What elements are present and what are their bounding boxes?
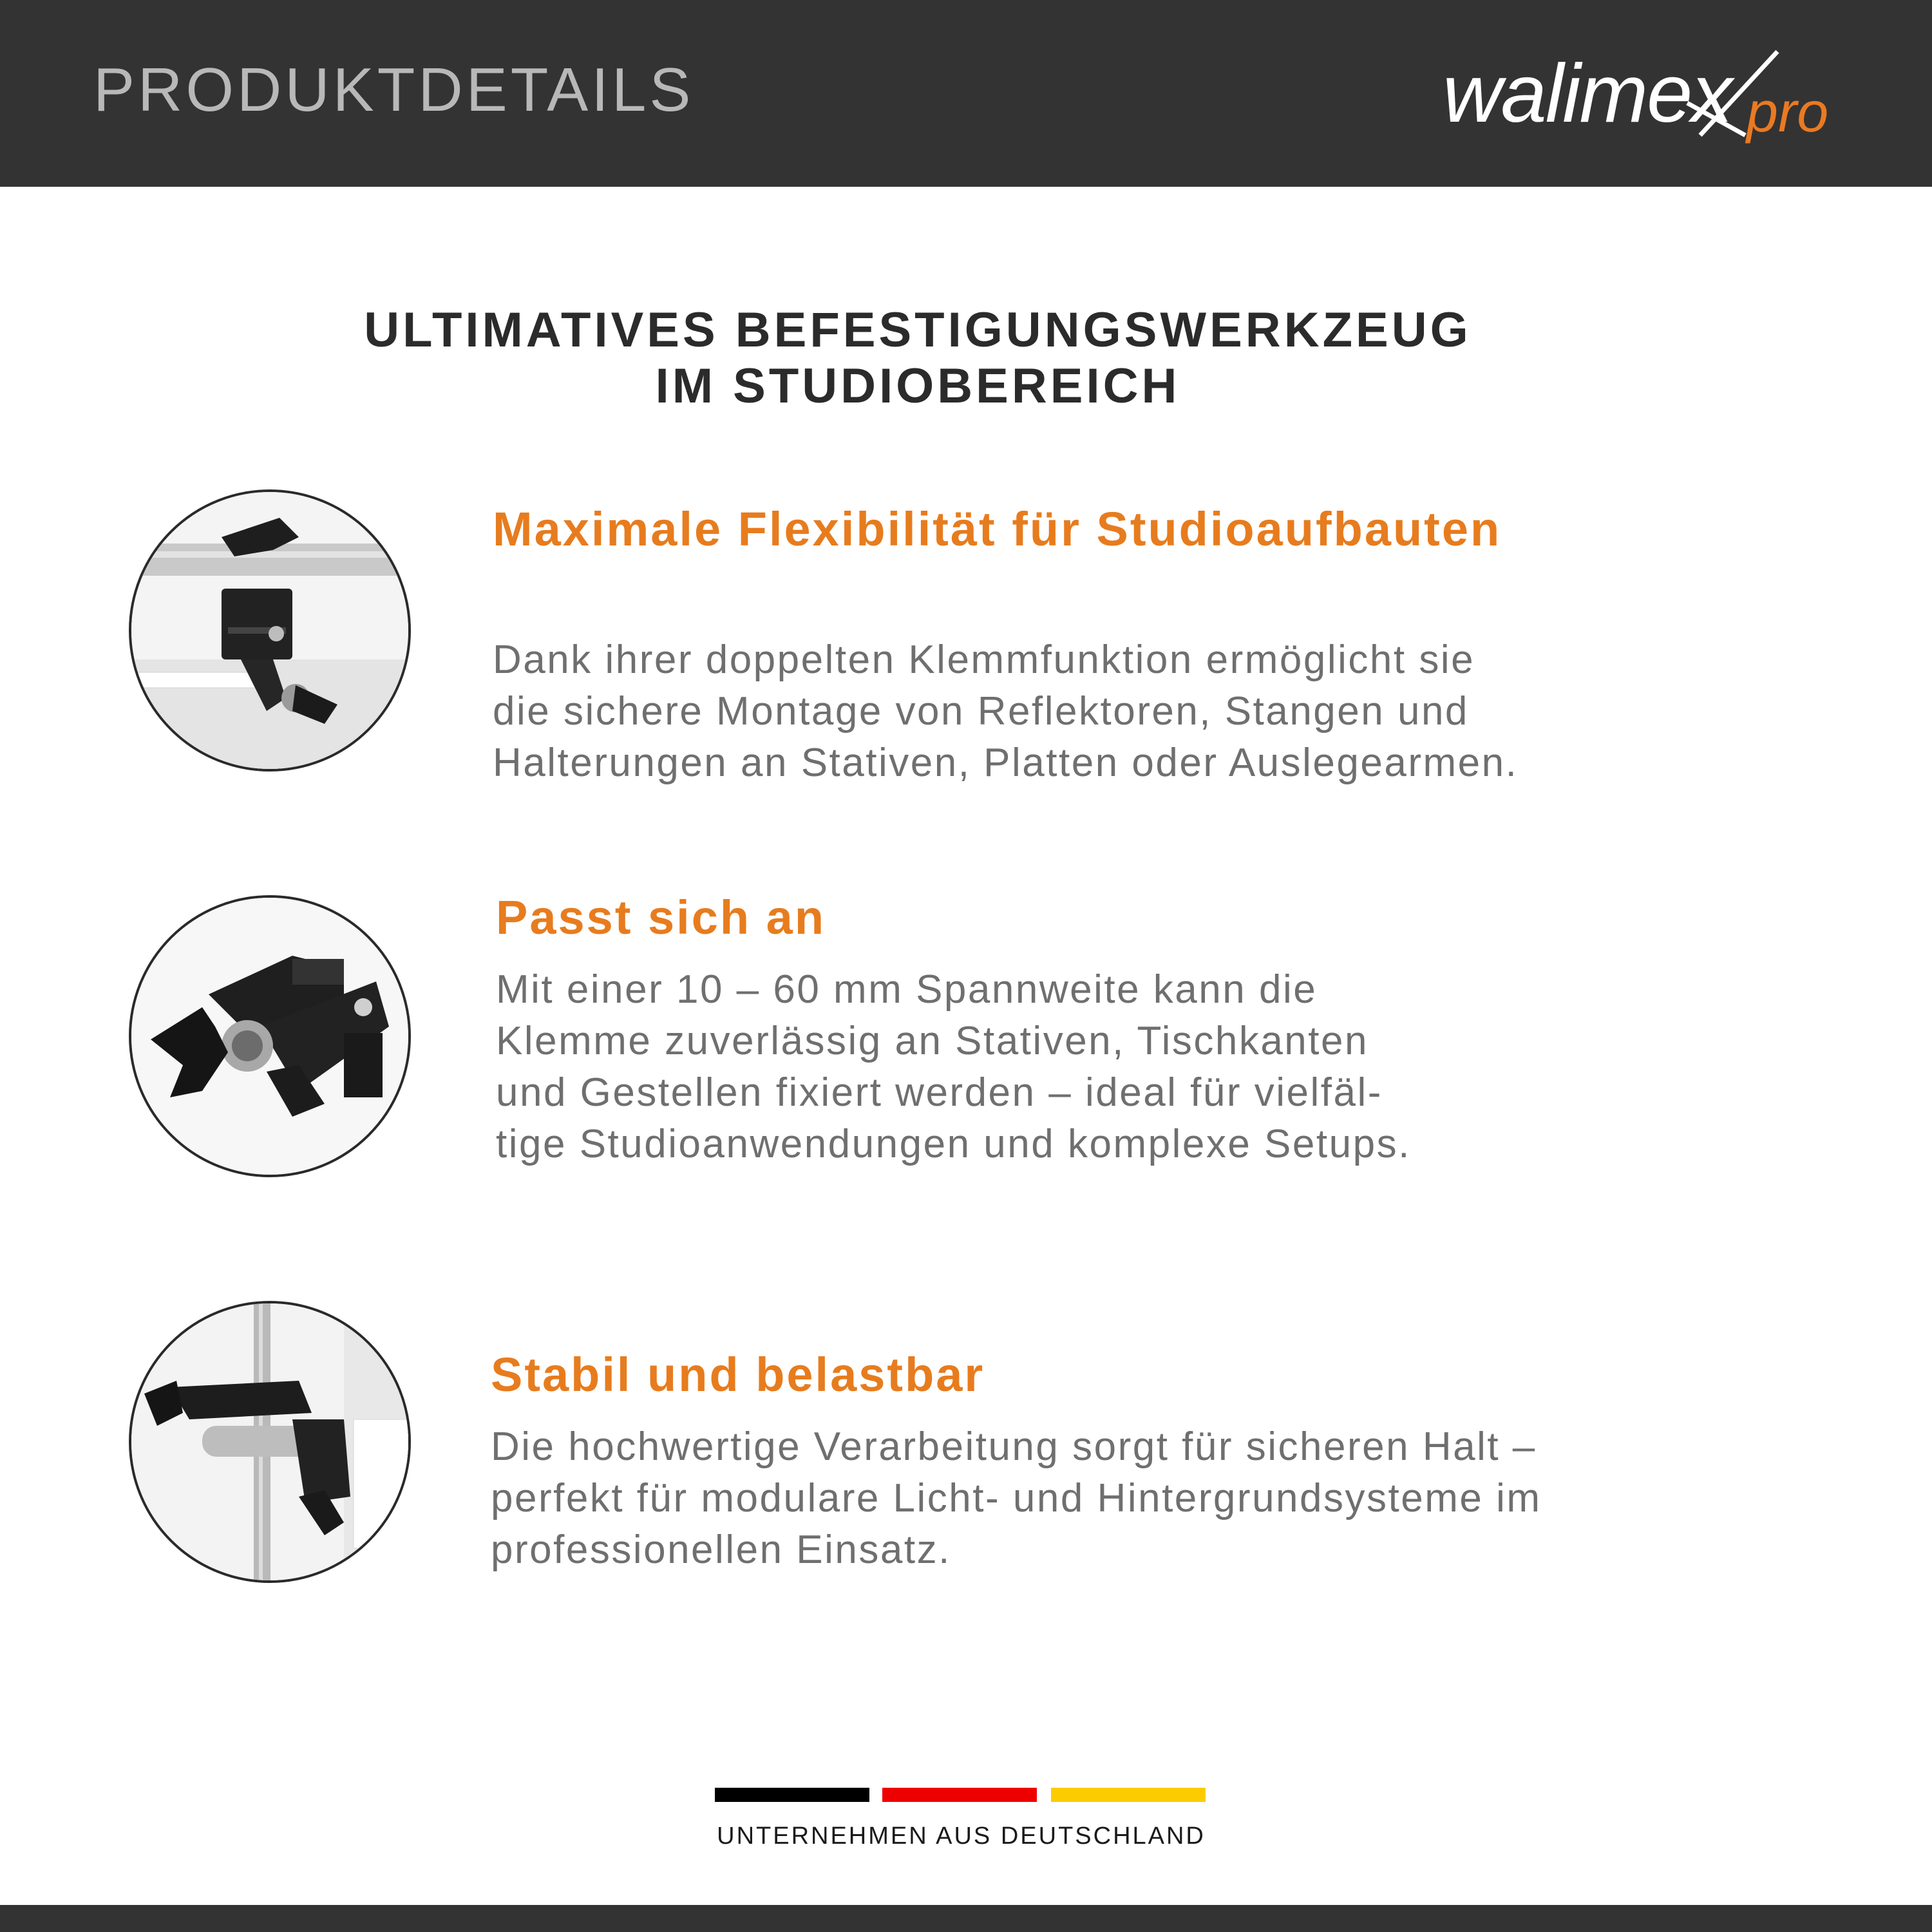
logo-brand-text: walimex [1443, 48, 1732, 140]
feature-text-stable [491, 1421, 1542, 1576]
feature-text-line: die sichere Montage von Reflektoren, Stangen und [493, 689, 1469, 734]
feature-text-line: Klemme zuverlässig an Stativen, Tischkanten [496, 1019, 1368, 1063]
main-heading-line-2: IM STUDIOBEREICH [655, 358, 1180, 413]
feature-text-line: Mit einer 10 – 60 mm Spannweite kann die [496, 967, 1318, 1012]
clamp-photo-3-icon [131, 1303, 408, 1580]
footer-bar [0, 1905, 1932, 1932]
feature-text-line: professionellen Einsatz. [491, 1528, 951, 1572]
flag-stripe-black [715, 1788, 869, 1802]
main-heading-line-1: ULTIMATIVES BEFESTIGUNGSWERKZEUG [364, 303, 1472, 357]
feature-text-line: Halterungen an Stativen, Platten oder Auslegearmen. [493, 741, 1519, 785]
feature-heading-stable: Stabil und belastbar [491, 1348, 985, 1401]
flag-stripe-red [882, 1788, 1037, 1802]
feature-text-line: tige Studioanwendungen und komplexe Setups. [496, 1122, 1411, 1166]
feature-image-clamp-closeup [129, 895, 411, 1177]
main-heading [0, 303, 1835, 414]
walimex-pro-logo [1443, 39, 1848, 148]
flag-stripe-gold [1051, 1788, 1206, 1802]
feature-text-line: perfekt für modulare Licht- und Hintergrundsysteme im [491, 1476, 1542, 1520]
feature-text-line: Die hochwertige Verarbeitung sorgt für sicheren Halt – [491, 1425, 1537, 1469]
feature-heading-flexibility: Maximale Flexibilität für Studioaufbauten [493, 502, 1502, 556]
feature-text-adapts [496, 964, 1411, 1170]
feature-image-clamp-on-rod [129, 489, 411, 772]
header-bar [0, 0, 1932, 187]
feature-text-line: und Gestellen fixiert werden – ideal für vielfäl- [496, 1070, 1383, 1115]
logo-suffix-text: pro [1747, 80, 1829, 144]
page-title: PRODUKTDETAILS [93, 55, 694, 124]
company-origin-caption: UNTERNEHMEN AUS DEUTSCHLAND [717, 1823, 1206, 1850]
feature-image-clamp-on-stand [129, 1301, 411, 1583]
feature-text-line: Dank ihrer doppelten Klemmfunktion ermöglicht sie [493, 638, 1475, 682]
feature-heading-adapts: Passt sich an [496, 891, 826, 944]
clamp-photo-2-icon [131, 898, 408, 1175]
feature-text-flexibility [493, 634, 1518, 789]
clamp-photo-1-icon [131, 492, 408, 769]
